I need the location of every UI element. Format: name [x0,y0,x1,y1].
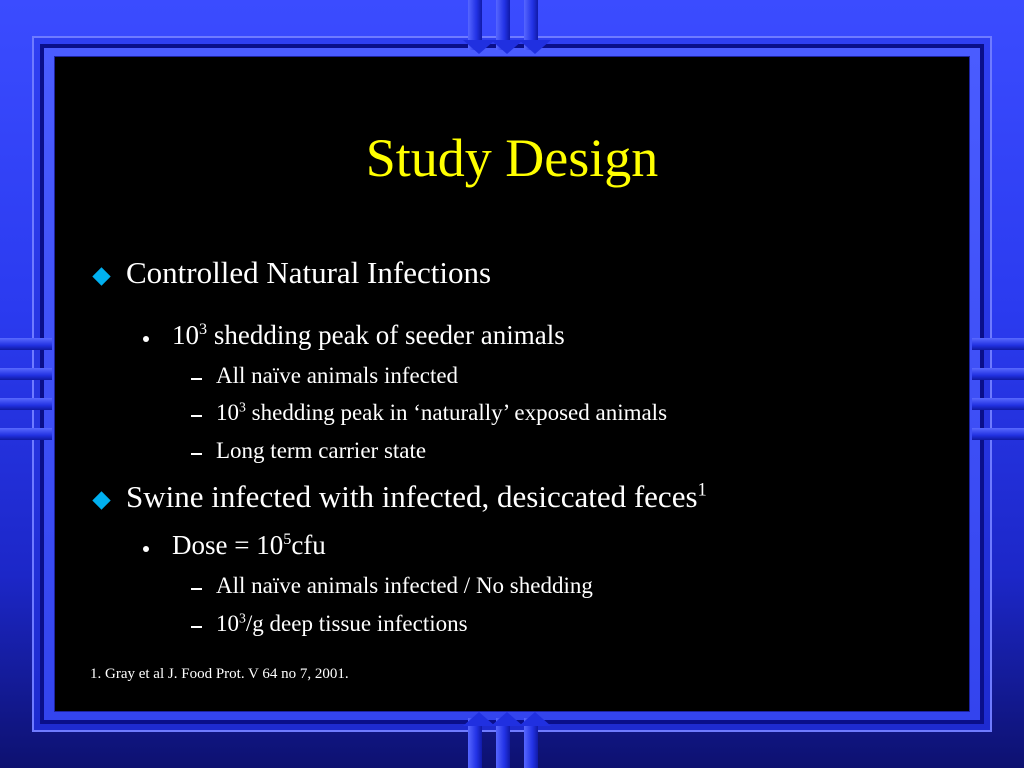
sub-bullet-dose: Dose = $10^5cfu$ [172,530,326,560]
sub-bullet-shedding-peak: $10^3$ shedding peak of seeder animals [172,320,565,350]
slide-title: Study Design [365,128,659,188]
sub-sub-bullet-no-shedding: All naïve animals infected / No shedding [216,573,593,598]
bullet-controlled-natural-infections: Controlled Natural Infections [126,255,492,290]
sub-sub-bullet-deep-tissue: $10^3/g$ deep tissue infections [216,610,468,636]
bullet-dot-icon [143,546,149,552]
sub-sub-bullet-all-naive-infected: All naïve animals infected [216,363,459,388]
dash-bullet-icon [191,378,202,380]
sub-sub-bullet-carrier-state: Long term carrier state [216,438,427,463]
dash-bullet-icon [191,588,202,590]
footnote: 1. Gray et al J. Food Prot. V 64 no 7, 2001. [90,666,349,682]
bullet-swine-infected: Swine infected with infected, desiccated feces$^1$ [126,479,707,514]
dash-bullet-icon [191,415,202,417]
dash-bullet-icon [191,453,202,455]
bullet-dot-icon [143,336,149,342]
dash-bullet-icon [191,626,202,628]
sub-sub-bullet-naturally-exposed: $10^3$ shedding peak in ‘naturally’ exposed animals [216,399,668,425]
